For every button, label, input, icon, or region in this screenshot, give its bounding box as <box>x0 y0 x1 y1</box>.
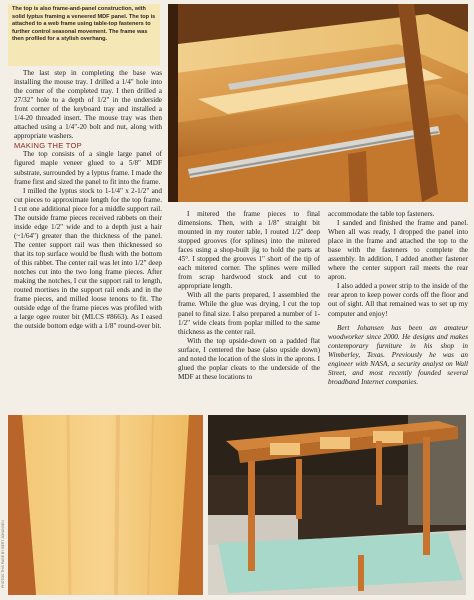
paragraph: The last step in completing the base was installing the mouse tray. I drilled a 1/4" hole into the corner of the completed tray. I then drilled a 27/32" hole to a depth of 1/2" in the underside front corner of the keyboard tray and installed a 1/4-20 threaded insert. The mouse tray was then attached using a 1/4"-20 bolt and nut, along with appropriate washers. <box>14 69 162 141</box>
paragraph: The top consists of a single large panel of figured maple veneer glued to a 5/8" MDF substrate, surrounded by a lyptus frame. I made the frame first and sized the panel to fit into the frame. <box>14 150 162 186</box>
photo-finished-desk <box>208 415 466 595</box>
paragraph: With the top upside-down on a padded flat surface, I centered the base (also upside down) and noted the location of the slots in the aprons. I glued the poplar cleats to the underside of the MDF at these locations to <box>178 336 320 381</box>
photo-caption: The top is also frame-and-panel construction, with solid lyptus framing a veneered MDF panel. The top is attached to a web frame using table-top fasteners to further control seasonal movement. The frame was then profiled for a stylish overhang. <box>8 4 160 66</box>
article-column-2 <box>178 210 320 382</box>
paragraph: I milled the lyptus stock to 1-1/4" x 2-1/2" and cut pieces to approximate length for the top frame. I cut one additional piece for a middle support rail. The outside frame pieces received rabbets on their inside edge 1/2" wide and to a depth just a hair (~1/64") greater than the thickness of the panel. The center support rail was then thicknessed so that its top surface would be flush with the bottom of this rabbet. The center rail was let into 1/2" deep notches cut into the two long frame pieces. After making the notches, I cut the support rail to length, routed mortises in the support rail ends and in the frame pieces, and milled loose tenons to fit. The outside edge of the frame pieces was profiled with a large ogee router bit (MLCS #8663). As I eased the outside bottom edge with a 1/8" round-over bit. <box>14 186 162 331</box>
photo-desk-underside <box>168 4 468 202</box>
author-bio: Bert Johansen has been an amateur woodworker since 2000. He designs and makes contemporary furniture in his shop in Wimberley, Texas. Previously he was an engineer with NASA, a security analyst on Wall Street, and most recently founded several broadband Internet companies. <box>328 323 468 386</box>
paragraph: accommodate the table top fasteners. <box>328 210 435 218</box>
article-column-1 <box>14 69 162 331</box>
photo-top-panel <box>8 415 203 595</box>
article-column-3 <box>328 210 468 387</box>
paragraph: With all the parts prepared, I assembled the frame. While the glue was drying, I cut the top panel to final size. I also prepared a number of 1-1/2" wide cleats from poplar milled to the same thickness as the center rail. <box>178 291 320 336</box>
paragraph: I sanded and finished the frame and panel. When all was ready, I dropped the panel into place in the frame and attached the top to the base with the fasteners to complete the assembly. In addition, I added another fastener where the center support rail meets the rear apron. <box>328 219 468 282</box>
photo-credit: PHOTOS THIS PAGE BY BERT JOHANSEN <box>1 520 5 588</box>
paragraph: I mitered the frame pieces to final dimensions. Then, with a 1/8" straight bit mounted in my router table, I routed 1/2" deep stopped grooves (for splines) into the mitered faces using a shop-built jig to hold the parts at 45°. I stopped the grooves 1" short of the tip of each mitered corner. The splines were milled from scrap hardwood stock and cut to appropriate length. <box>178 210 320 291</box>
section-heading: MAKING THE TOP <box>14 141 82 151</box>
paragraph: I also added a power strip to the inside of the rear apron to keep power cords off the floor and out of sight. All that remained was to set up my computer and enjoy! <box>328 282 468 318</box>
